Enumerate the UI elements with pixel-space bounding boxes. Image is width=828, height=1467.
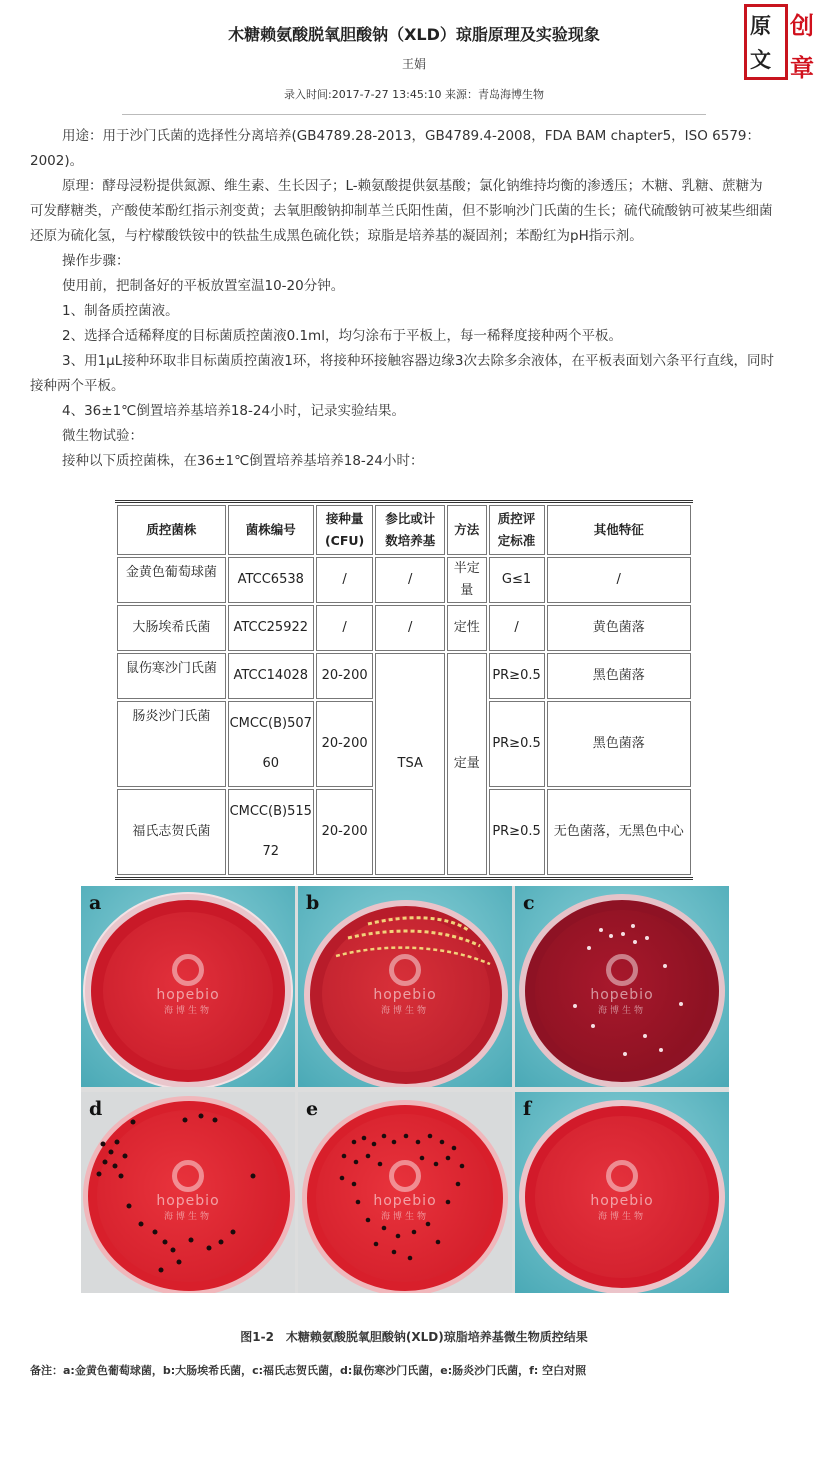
cell-code: CMCC(B)507 60 (228, 701, 314, 787)
plate-photo-e (298, 1092, 512, 1293)
cell-reference: / (375, 557, 444, 603)
plate-label-b: b (306, 892, 320, 914)
qc-strain-table (115, 500, 693, 880)
cell-strain: 金黄色葡萄球菌 (117, 557, 226, 603)
cell-feature: / (547, 557, 692, 603)
cell-code: ATCC25922 (228, 605, 314, 651)
paragraph-micro-intro: 接种以下质控菌株，在36±1℃倒置培养基培养18-24小时： (62, 453, 424, 469)
cell-feature: 黑色菌落 (547, 701, 692, 787)
header-strain: 质控菌株 (117, 505, 226, 555)
cell-standard: G≤1 (489, 557, 545, 603)
hopebio-watermark: hopebio 海博生物 (298, 1160, 512, 1222)
cell-strain: 鼠伤寒沙门氏菌 (117, 653, 226, 699)
cell-feature: 黑色菌落 (547, 653, 692, 699)
paragraph-usage: 用途：用于沙门氏菌的选择性分离培养(GB4789.28-2013，GB4789.4-2008，FDA BAM chapter5，ISO 6579：2002)。 (30, 128, 760, 169)
stamp-char-3: 文 (750, 47, 771, 72)
paragraph-step-prep: 使用前，把制备好的平板放置室温10-20分钟。 (62, 278, 345, 294)
plate-photo-a (81, 886, 295, 1087)
cell-strain: 肠炎沙门氏菌 (117, 701, 226, 787)
original-article-stamp (744, 4, 824, 92)
cell-feature: 无色菌落，无黑色中心 (547, 789, 692, 875)
plate-label-d: d (89, 1098, 103, 1120)
table-row (117, 653, 691, 699)
cell-standard: PR≥0.5 (489, 701, 545, 787)
table-row (117, 605, 691, 651)
title-divider (122, 114, 706, 115)
plate-label-e: e (306, 1098, 319, 1120)
figure-caption: 图1-2 木糖赖氨酸脱氧胆酸钠(XLD)琼脂培养基微生物质控结果 (240, 1330, 588, 1344)
stamp-char-4: 章 (790, 53, 814, 82)
figure-note: 备注：a:金黄色葡萄球菌，b:大肠埃希氏菌，c:福氏志贺氏菌，d:鼠伤寒沙门氏菌，e:肠炎沙门氏菌，f: 空白对照 (30, 1364, 587, 1377)
article-author: 王娟 (401, 57, 426, 71)
hopebio-watermark: hopebio 海博生物 (81, 954, 295, 1016)
paragraph-step-1: 1、制备质控菌液。 (62, 303, 179, 319)
cell-inoculum: 20-200 (316, 653, 374, 699)
cell-standard: PR≥0.5 (489, 653, 545, 699)
hopebio-watermark: hopebio 海博生物 (515, 1160, 729, 1222)
cell-inoculum: 20-200 (316, 701, 374, 787)
cell-standard: / (489, 605, 545, 651)
paragraph-steps-heading: 操作步骤： (62, 253, 130, 269)
plate-label-f: f (523, 1098, 532, 1120)
article-meta: 录入时间:2017-7-27 13:45:10 来源：青岛海博生物 (283, 88, 545, 101)
header-other-features: 其他特征 (547, 505, 692, 555)
paragraph-micro-heading: 微生物试验： (62, 428, 143, 444)
cell-standard: PR≥0.5 (489, 789, 545, 875)
cell-method: 定性 (447, 605, 487, 651)
stamp-char-2: 创 (790, 11, 814, 40)
stamp-char-1: 原 (750, 13, 771, 38)
paragraph-step-4: 4、36±1℃倒置培养基培养18-24小时，记录实验结果。 (62, 403, 406, 419)
table-row (117, 557, 691, 603)
cell-inoculum: 20-200 (316, 789, 374, 875)
cell-strain: 福氏志贺氏菌 (117, 789, 226, 875)
cell-code: ATCC14028 (228, 653, 314, 699)
plate-label-a: a (89, 892, 102, 914)
plate-photo-d (81, 1092, 295, 1293)
cell-method-shared: 定量 (447, 653, 487, 875)
article-body (30, 124, 774, 474)
cell-method: 半定 量 (447, 557, 487, 603)
cell-inoculum: / (316, 557, 374, 603)
hopebio-watermark: hopebio 海博生物 (298, 954, 512, 1016)
header-code: 菌株编号 (228, 505, 314, 555)
cell-strain: 大肠埃希氏菌 (117, 605, 226, 651)
header-method: 方法 (447, 505, 487, 555)
paragraph-step-3: 3、用1μL接种环取非目标菌质控菌液1环，将接种环接触容器边缘3次去除多余液体，在平板表面划六条平行直线，同时接种两个平板。 (30, 353, 774, 394)
header-inoculum: 接种量 (CFU) (316, 505, 374, 555)
paragraph-step-2: 2、选择合适稀释度的目标菌质控菌液0.1ml，均匀涂布于平板上，每一稀释度接种两个平板。 (62, 328, 622, 344)
cell-inoculum: / (316, 605, 374, 651)
cell-code: CMCC(B)515 72 (228, 789, 314, 875)
cell-reference-shared: TSA (375, 653, 444, 875)
header-reference-medium: 参比或计 数培养基 (375, 505, 444, 555)
plate-photo-b (298, 886, 512, 1087)
article-title: 木糖赖氨酸脱氧胆酸钠（XLD）琼脂原理及实验现象 (228, 25, 600, 44)
plate-label-c: c (523, 892, 535, 914)
cell-reference: / (375, 605, 444, 651)
hopebio-watermark: hopebio 海博生物 (81, 1160, 295, 1222)
plate-photo-f (515, 1092, 729, 1293)
hopebio-watermark: hopebio 海博生物 (515, 954, 729, 1016)
table-header-row (117, 505, 691, 555)
cell-code: ATCC6538 (228, 557, 314, 603)
plate-photo-c (515, 886, 729, 1087)
cell-feature: 黄色菌落 (547, 605, 692, 651)
header-qc-standard: 质控评 定标准 (489, 505, 545, 555)
paragraph-principle: 原理：酵母浸粉提供氮源、维生素、生长因子；L-赖氨酸提供氨基酸；氯化钠维持均衡的渗透压；木糖、乳糖、蔗糖为可发酵糖类，产酸使苯酚红指示剂变黄；去氧胆酸钠抑制革兰氏阳性菌，但不影响沙门氏菌的生长；硫代硫酸钠可被某些细菌还原为硫化氢，与柠檬酸铁铵中的铁盐生成黑色硫化铁；琼脂是培养基的凝固剂；苯酚红为pH指示剂。 (30, 178, 773, 244)
plate-photo-grid (81, 886, 729, 1293)
